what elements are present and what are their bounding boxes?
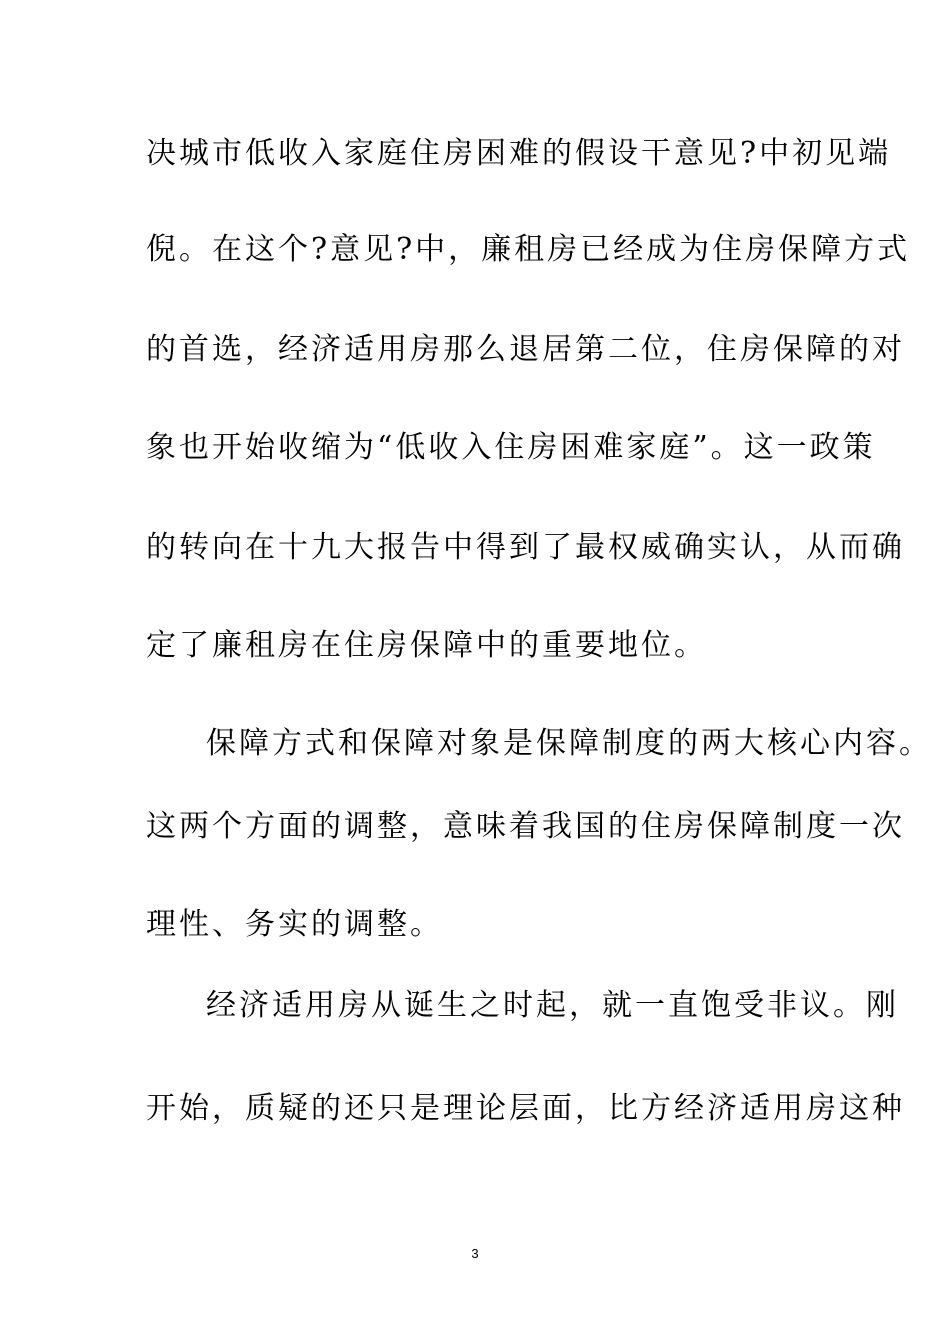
text-line: 理性、务实的调整。 <box>146 907 443 942</box>
paragraph-first-line: 保障方式和保障对象是保障制度的两大核心内容。 <box>206 726 932 761</box>
text-line: 倪。在这个?意见?中，廉租房已经成为住房保障方式 <box>146 232 911 267</box>
paragraph-first-line: 经济适用房从诞生之时起，就一直饱受非议。刚 <box>206 988 899 1023</box>
page-number: 3 <box>471 1246 479 1261</box>
text-line: 的转向在十九大报告中得到了最权威确实认，从而确 <box>146 530 905 565</box>
text-line: 这两个方面的调整，意味着我国的住房保障制度一次 <box>146 809 905 844</box>
text-line: 开始，质疑的还只是理论层面，比方经济适用房这种 <box>146 1091 905 1126</box>
text-line: 的首选，经济适用房那么退居第二位，住房保障的对 <box>146 332 905 367</box>
text-line: 象也开始收缩为“低收入住房困难家庭”。这一政策 <box>146 430 876 465</box>
text-line: 决城市低收入家庭住房困难的假设干意见?中初见端 <box>146 136 892 171</box>
text-line: 定了廉租房在住房保障中的重要地位。 <box>146 628 707 663</box>
